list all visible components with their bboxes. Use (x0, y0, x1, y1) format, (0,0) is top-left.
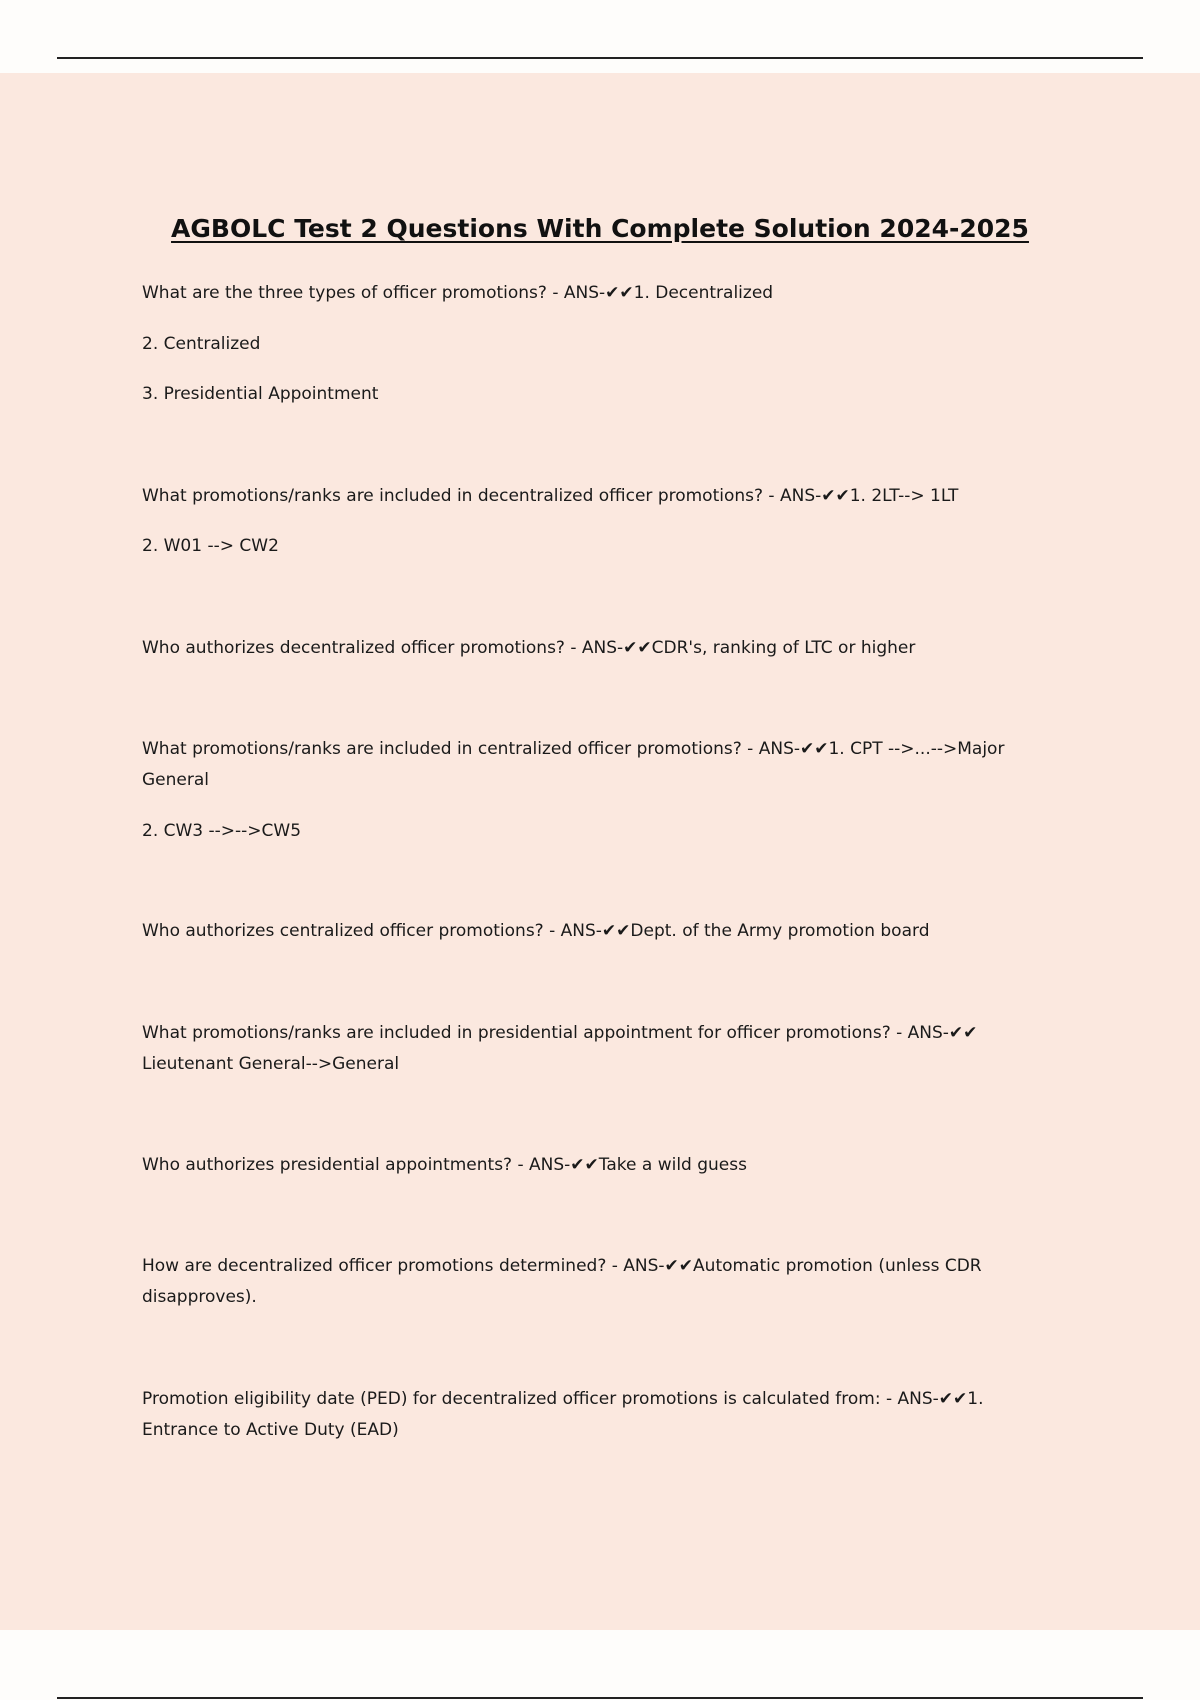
question-line: What are the three types of officer promotions? - ANS-✔✔1. Decentralized (142, 283, 774, 303)
answer-line: 2. CW3 -->-->CW5 (142, 821, 302, 841)
question-line: What promotions/ranks are included in presidential appointment for officer promotions? - ANS-✔✔ (142, 1023, 978, 1043)
question-line: What promotions/ranks are included in decentralized officer promotions? - ANS-✔✔1. 2LT--> 1LT (142, 486, 959, 506)
question-line: Who authorizes centralized officer promotions? - ANS-✔✔Dept. of the Army promotion board (142, 921, 930, 941)
document-title: AGBOLC Test 2 Questions With Complete Solution 2024-2025 (171, 214, 1029, 243)
question-line: Who authorizes presidential appointments? - ANS-✔✔Take a wild guess (142, 1155, 747, 1175)
answer-line: 2. Centralized (142, 334, 261, 354)
question-line: Who authorizes decentralized officer promotions? - ANS-✔✔CDR's, ranking of LTC or higher (142, 638, 916, 658)
bottom-rule (57, 1697, 1143, 1699)
top-rule (57, 57, 1143, 59)
question-line: What promotions/ranks are included in centralized officer promotions? - ANS-✔✔1. CPT -->...-->Major (142, 739, 1005, 759)
answer-line: Lieutenant General-->General (142, 1054, 400, 1074)
question-line: Promotion eligibility date (PED) for decentralized officer promotions is calculated from: - ANS-✔✔1. (142, 1389, 984, 1409)
question-line: How are decentralized officer promotions determined? - ANS-✔✔Automatic promotion (unless CDR (142, 1256, 982, 1276)
answer-line-continued: disapproves). (142, 1287, 257, 1307)
answer-line-continued: Entrance to Active Duty (EAD) (142, 1420, 399, 1440)
question-line-continued: General (142, 770, 209, 790)
answer-line: 3. Presidential Appointment (142, 384, 379, 404)
answer-line: 2. W01 --> CW2 (142, 536, 279, 556)
